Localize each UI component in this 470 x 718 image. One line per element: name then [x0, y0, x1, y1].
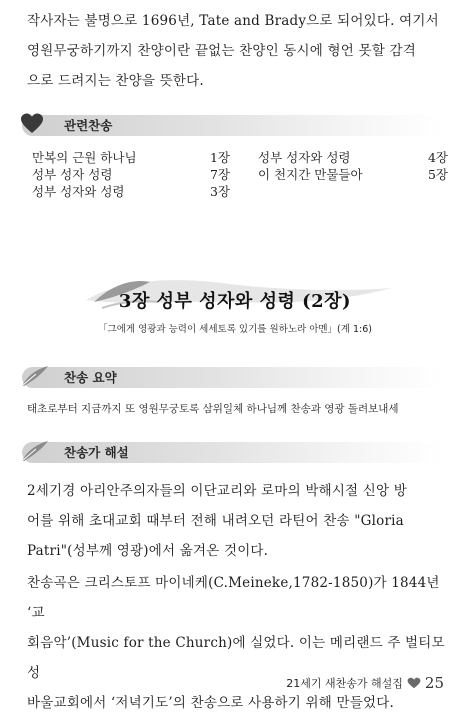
commentary-line: 어를 위해 초대교회 때부터 전해 내려오던 라틴어 찬송 "Gloria: [27, 513, 404, 529]
hymn-number: 5장: [427, 167, 448, 182]
intro-line: 영원무궁하기까지 찬양이란 끝없는 찬양인 동시에 형언 못할 감격: [27, 43, 416, 59]
commentary-header: [0, 441, 470, 463]
hymn-title: 이 천지간 만물들아: [258, 167, 363, 182]
page-number: 25: [424, 674, 444, 692]
commentary-line: Patri"(성부께 영광)에서 옮겨온 것이다.: [27, 543, 269, 559]
book-title: 21세기 새찬송가 해설집: [286, 677, 403, 690]
hymn-number: 3장: [209, 184, 230, 199]
hymn-title: 만복의 근원 하나님: [32, 150, 137, 165]
chapter-verse: 「그에게 영광과 능력이 세세토록 있기를 원하노라 아멘」(계 1:6): [98, 324, 372, 335]
commentary-paragraph: [27, 568, 445, 718]
chapter-title: 3장 성부 성자와 성령 (2장): [118, 291, 352, 312]
hymn-number: 4장: [427, 150, 448, 165]
feather-icon: [20, 439, 50, 463]
section-title: 관련찬송: [64, 118, 113, 133]
page-footer: [286, 674, 444, 692]
commentary-line: 2세기경 아리안주의자들의 이단교리와 로마의 박해시절 신앙 방: [27, 483, 408, 499]
intro-line: 작사자는 불명으로 1696년, Tate and Brady으로 되어있다. 여기서: [27, 13, 439, 29]
commentary-paragraph: [27, 476, 445, 566]
heart-icon: [407, 677, 421, 689]
summary-text: 태초로부터 지금까지 또 영원무궁토록 삼위일체 하나님께 찬송과 영광 돌려보내세: [27, 403, 399, 415]
commentary-line: 회음악’(Music for the Church)에 실었다. 이는 메리랜드 주 벌티모 성: [27, 635, 445, 681]
hymn-number: 1장: [209, 150, 230, 165]
commentary-line: 바울교회에서 ‘저녁기도’의 찬송으로 사용하기 위해 만들었다.: [27, 695, 394, 711]
feather-icon: [20, 364, 50, 388]
hymn-title: 성부 성자 성령: [32, 167, 113, 182]
hymn-number: 7장: [209, 167, 230, 182]
intro-line: 으로 드려지는 찬양을 뜻한다.: [27, 73, 204, 89]
summary-header: [0, 366, 470, 388]
heart-icon: [20, 112, 44, 136]
section-title: 찬송 요약: [64, 370, 117, 385]
commentary-line: 찬송곡은 크리스토프 마이네케(C.Meineke,1782-1850)가 1844년 ‘교: [27, 575, 440, 621]
related-hymns-header: [0, 114, 470, 136]
hymn-title: 성부 성자와 성령: [32, 184, 125, 199]
intro-paragraph: [27, 6, 445, 96]
section-title: 찬송가 해설: [64, 445, 129, 460]
hymn-title: 성부 성자와 성령: [258, 150, 351, 165]
